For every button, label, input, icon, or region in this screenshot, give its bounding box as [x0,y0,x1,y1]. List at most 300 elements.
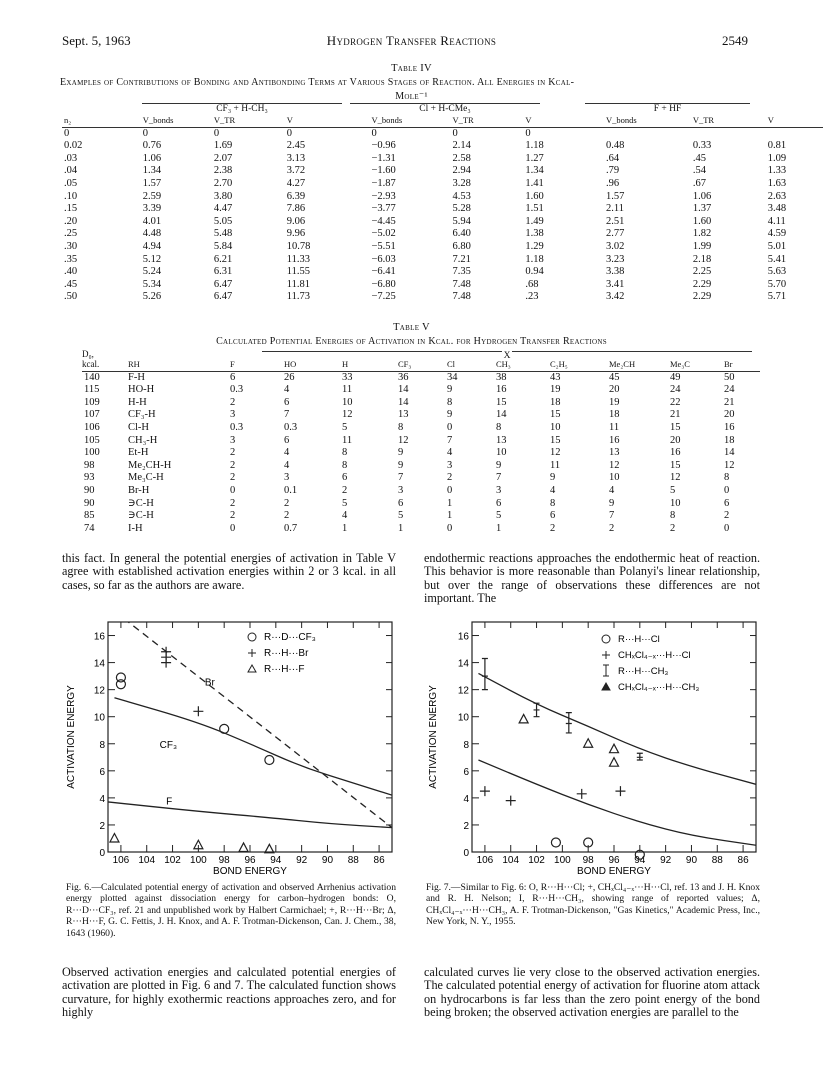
table4-cell: −6.80 [371,278,396,290]
table4-cell: 5.26 [142,291,162,303]
table4-cell: 6.39 [286,190,306,202]
table4-cell: −3.77 [371,203,396,215]
table5-cell: 0.7 [284,522,298,534]
table5-cell: F-H [128,371,145,383]
table5-cell: 45 [609,371,620,383]
y-tick-label: 10 [93,712,105,724]
table5-cell: 2 [342,484,348,496]
table4-cell: 2.29 [692,278,712,290]
table5-cell: 10 [342,396,353,408]
table5-cell: 20 [724,409,735,421]
table5-cell: 0.3 [230,384,244,396]
table5-cell: 38 [496,371,507,383]
table4-cell: −6.41 [371,266,396,278]
table5-cell: 1 [342,522,348,534]
table4-group-1: CF₃ + H-CH₃ [142,103,342,114]
table5-cell: 6 [230,371,236,383]
table4-cell: 6.31 [213,266,233,278]
data-point-plus [193,706,203,716]
table4-cell: 7.86 [286,203,306,215]
table5-cell: 5 [342,421,348,433]
table4-cell: −5.02 [371,228,396,240]
table4-label: Table IV [391,63,432,74]
table4-cell: 1.51 [525,203,544,215]
table5-cell: 3 [284,472,290,484]
table5-cell: 50 [724,371,735,383]
table5-cell: 6 [398,497,404,509]
table4-cell: 0.33 [692,140,712,152]
table5-cell: 4 [284,447,290,459]
table4-cell: 2.77 [606,228,625,240]
table5-cell: 0.3 [284,421,298,433]
table5-col-header: Me₂CH [607,358,668,371]
table5-cell: 106 [84,421,100,433]
table5-col-header [82,358,126,371]
table4-cell: 9.06 [286,215,306,227]
table5-label: Table V [393,322,430,333]
table5-cell: 9 [550,472,556,484]
table4-cell: .20 [64,215,78,227]
y-tick-label: 0 [99,848,105,859]
table4-row [62,228,823,241]
table4-cell: −5.51 [371,240,396,252]
table5-x-header: X [262,351,752,360]
table5-row [82,498,760,511]
y-tick-label: 16 [457,631,469,643]
table4-cell: 4.53 [452,190,471,202]
table4-cell: 0 [142,127,148,139]
x-tick-label: 106 [112,855,130,866]
x-tick-label: 94 [634,855,646,866]
table5-cell: 11 [342,434,353,446]
table5-cell: 8 [398,421,404,433]
table5-cell: 8 [447,396,453,408]
table4-row [62,153,823,166]
table5-cell: 5 [670,484,676,496]
y-tick-label: 4 [99,793,105,805]
table4-cell: 5.34 [142,278,162,290]
table4-row [62,178,823,191]
table5-cell: 0 [230,484,236,496]
legend-marker-triangle [602,683,610,690]
table4-cell: 7.48 [452,291,471,303]
y-tick-label: 6 [463,766,469,778]
table4-cell: .45 [692,152,706,164]
table4-cell: .45 [64,278,78,290]
table5-row [82,409,760,422]
x-tick-label: 90 [685,855,698,866]
table5-cell: 18 [609,409,620,421]
table5-cell: 6 [550,510,556,522]
table4-cell: 2.07 [213,152,233,164]
table5-cell: 8 [670,510,676,522]
table4-cell: 5.94 [452,215,471,227]
table5-col-header: Cl [445,358,494,371]
table4-cell: 1.38 [525,228,544,240]
table4-cell: .03 [64,152,78,164]
table5-cell: 9 [447,384,453,396]
table4-cell: 3.72 [286,165,306,177]
table5-col-header: Br [722,358,760,371]
table5-col-header: H [340,358,396,371]
table5-cell: ∋C-H [128,510,154,522]
table4-cell: 6.80 [452,240,471,252]
table5-cell: 2 [724,510,730,522]
table5-cell: I-H [128,522,143,534]
table4-cell: 9.96 [286,228,306,240]
table5-cell: 0 [447,421,453,433]
table4-cell: 2.29 [692,291,712,303]
table5-cell: 0 [447,484,453,496]
table4-row [62,254,823,267]
table4-cell: −1.60 [371,165,396,177]
table4-cell: .67 [692,177,706,189]
table4-cell: 1.29 [525,240,544,252]
data-point-triangle [610,744,619,753]
table5-cell: 2 [230,459,236,471]
table4-col-header: V_TR [691,114,766,127]
table5-cell: 0 [724,484,730,496]
x-tick-label: 98 [218,855,230,866]
y-tick-label: 8 [99,739,105,751]
table5-row [82,371,760,384]
data-point-plus [577,789,587,799]
table5-cell: 2 [284,510,290,522]
table5-cell: 9 [609,497,615,509]
data-point-errorbar [566,713,572,733]
table5-cell: 13 [609,447,620,459]
table5-cell: 10 [550,421,561,433]
table4-cell: 3.42 [606,291,625,303]
table5-cell: 49 [670,371,681,383]
table5-cell: 10 [670,497,681,509]
y-tick-label: 12 [457,685,469,697]
table5-cell: 2 [609,522,615,534]
table4-cell: .23 [525,291,539,303]
table5-cell: 15 [550,409,561,421]
table4-col-header: V_TR [212,114,285,127]
table5-cell: 74 [84,522,95,534]
legend-label: R···H···F [264,664,305,675]
table5-cell: 2 [230,497,236,509]
table5-cell: 15 [670,421,681,433]
table4-cell: .79 [606,165,620,177]
table5-cell: 8 [724,472,730,484]
table5-cell: 4 [447,447,453,459]
table5-cell: 11 [609,421,620,433]
x-tick-label: 88 [347,855,359,866]
table5-col-header: C₂H₅ [548,358,607,371]
table5-row [82,435,760,448]
legend-label: R···H···CH₃ [618,666,669,677]
table5-cell: 12 [550,447,561,459]
table5-cell: 8 [342,459,348,471]
table5-cell: 4 [609,484,615,496]
table4-cell: 6.47 [213,278,233,290]
table4-cell: .40 [64,266,78,278]
table5-cell: 0.3 [230,421,244,433]
x-tick-label: 98 [582,855,594,866]
table5-cell: 6 [496,497,502,509]
table4-cell: 4.48 [142,228,162,240]
figure-6 [62,618,396,880]
table4-cell: 11.81 [286,278,311,290]
table5-cell: 4 [550,484,556,496]
table5-cell: 1 [447,497,453,509]
plot-frame [108,622,392,852]
table4-cell: 3.13 [286,152,306,164]
body-text-right-bottom: calculated curves lie very close to the observed activation energies. The calculated potential energy of activation for fluorine atom attack on hydrocarbons is far less than the zero point energy of the bond being broken; the observed activation energies are parallel to the [424,965,760,1020]
table5-cell: 11 [342,384,353,396]
table5-cell: 16 [670,447,681,459]
table4-cell: 10.78 [286,240,311,252]
table4-cell: 5.41 [767,253,787,265]
table5-row [82,447,760,460]
table5-cell: 21 [670,409,681,421]
table4-cell: 2.18 [692,253,712,265]
table4-group-2: Cl + H-CMe₃ [350,103,540,114]
table4-caption: Examples of Contributions of Bonding and Antibonding Terms at Various Stages of Reaction. All Energies in Kcal- [60,77,575,88]
body-text-left-top: this fact. In general the potential energies of activation in Table V agree with established activation energies within 2 or 3 kcal. in all cases, so far as the authors are aware. [62,551,396,592]
table5-cell: 1 [496,522,502,534]
table4-row [62,127,823,140]
x-tick-label: 106 [476,855,494,866]
table5-col-header: CH₃ [494,358,548,371]
table5-cell: 3 [398,484,404,496]
x-tick-label: 104 [138,855,156,866]
table5-cell: 7 [496,472,502,484]
table4-group-3: F + HF [585,103,750,114]
y-tick-label: 10 [457,712,469,724]
table4-cell: 3.41 [606,278,625,290]
y-tick-label: 4 [463,793,469,805]
table4-cell: 0 [286,127,293,139]
table4-cell: 0 [64,127,70,139]
table4-cell: .68 [525,278,539,290]
table5-cell: 12 [724,459,735,471]
legend-marker-errorbar [603,665,609,676]
table4-cell: 6.47 [213,291,233,303]
table5-cell: Cl-H [128,421,149,433]
table5-cell: 2 [670,522,676,534]
table4-cell: .54 [692,165,706,177]
table5-cell: 8 [550,497,556,509]
table5-cell: 9 [496,459,502,471]
table5-cell: 33 [342,371,353,383]
table5-row [82,523,760,536]
table4-cell: 1.06 [142,152,162,164]
table4-cell: 5.84 [213,240,233,252]
table5-cell: 90 [84,497,95,509]
table5-col-header: RH [126,358,228,371]
x-tick-label: 86 [737,855,749,866]
table4-cell: 5.48 [213,228,233,240]
table5-cell: 2 [447,472,453,484]
table4-cell: 3.48 [767,203,787,215]
table5-cell: 4 [342,510,348,522]
x-tick-label: 104 [502,855,520,866]
table5-cell: 5 [342,497,348,509]
table4-cell: 6.21 [213,253,233,265]
table5-cell: 5 [496,510,502,522]
table5-row [82,422,760,435]
table4-cell: .25 [64,228,78,240]
data-point-circle [265,756,274,765]
table5-cell: 1 [447,510,453,522]
table4-header-row [62,114,823,127]
table5-col-header: F [228,358,282,371]
curve-line [114,618,392,828]
table4-cell: 2.51 [606,215,625,227]
table5-row [82,397,760,410]
table5-cell: 2 [550,522,556,534]
page-number: 2549 [722,33,748,48]
body-text-left-bottom: Observed activation energies and calculated potential energies of activation are plotted in Fig. 6 and 7. The calculated function shows curvature, for highly exothermic reactions approaches zero, and for highly [62,965,396,1020]
curve-line [108,802,392,828]
table5-cell: 10 [609,472,620,484]
figure-6-caption: Fig. 6.—Calculated potential energy of activation and observed Arrhenius activation energy plotted against dissociation energy for carbon–hydrogen bonds: O, R···D···CF₃, ref. 21 and unpublished work by Halbert Carmichael; +, R···H···Br; Δ, R···H···F, G. C. Fettis, J. H. Knox, and A. F. Trotman-Dickenson, Can. J. Chem., 38, 1643 (1960). [66,882,396,939]
table4-cell: 5.71 [767,291,787,303]
table4-cell: 11.73 [286,291,311,303]
table5-cell: 19 [609,396,620,408]
table5-cell: 36 [398,371,409,383]
data-point-triangle [584,739,593,748]
legend-marker-circle [602,635,610,643]
table4-cell: 1.41 [525,177,544,189]
table4-cell: 2.70 [213,177,233,189]
table4-cell: 6.40 [452,228,471,240]
table4-cell: .04 [64,165,78,177]
table4-col-header: V_bonds [604,114,691,127]
table4-cell: 2.58 [452,152,471,164]
table5-caption: Calculated Potential Energies of Activation in Kcal. for Hydrogen Transfer Reactions [216,336,607,347]
table4-cell: 1.69 [213,140,233,152]
table4-cell: 1.63 [767,177,787,189]
table5-row [82,460,760,473]
table5-cell: 20 [670,434,681,446]
table5-cell: HO-H [128,384,155,396]
table5-cell: 10 [496,447,507,459]
table4-cell: 7.35 [452,266,471,278]
table5-cell: 24 [670,384,681,396]
x-tick-label: 86 [373,855,385,866]
table4-cell: 2.59 [142,190,162,202]
x-axis-label: BOND ENERGY [577,866,651,877]
legend-label: R···H···Br [264,648,309,659]
curve-label-f: F [166,796,173,808]
data-point-triangle [239,843,248,852]
table5-cell: 4 [284,384,290,396]
table4-cell: 3.28 [452,177,471,189]
table5-cell: 2 [230,472,236,484]
table4-cell: 2.38 [213,165,233,177]
table4-row [62,165,823,178]
table5-row [82,510,760,523]
table4-col-header: V_bonds [370,114,451,127]
table5-cell: CH₃-H [128,434,158,446]
table5-cell: 14 [496,409,507,421]
data-point-triangle [110,833,119,842]
table4-cell: .50 [64,291,78,303]
table4-cell: 4.47 [213,203,233,215]
table4-cell: 2.94 [452,165,471,177]
running-title: Hydrogen Transfer Reactions [326,33,497,48]
table4-cell: 0.81 [767,140,787,152]
table5-cell: 2 [230,447,236,459]
table5-cell: 115 [84,384,100,396]
figure-7-chart [424,618,760,880]
table4-caption-cont: Mole⁻¹ [395,91,428,102]
table5-cell: 1 [398,522,404,534]
table5-cell: 34 [447,371,458,383]
table4-cell: 0.76 [142,140,162,152]
table5-col-header: Me₃C [668,358,722,371]
table4-cell: 5.01 [767,240,787,252]
x-tick-label: 102 [528,855,545,866]
y-tick-label: 14 [93,658,105,670]
legend-marker-circle [248,633,256,641]
table4-cell: 0.02 [64,140,83,152]
table5-cell: 16 [609,434,620,446]
table5-cell: CF₃-H [128,409,156,421]
table5-cell: 2 [284,497,290,509]
y-tick-label: 6 [99,766,105,778]
table5-cell: Me₃C-H [128,472,164,484]
table5-col-header: HO [282,358,340,371]
table5-cell: 18 [724,434,735,446]
table5-cell: 20 [609,384,620,396]
table4-cell: 1.57 [142,177,162,189]
table5-cell: 0 [230,522,236,534]
table5-cell: 85 [84,510,95,522]
table4-cell: 4.01 [142,215,162,227]
table4-cell: 2.11 [606,203,625,215]
table5-cell: 2 [230,510,236,522]
table4-cell: 1.49 [525,215,544,227]
x-tick-label: 94 [270,855,282,866]
figure-7 [424,618,760,880]
table4-grid [62,114,823,304]
y-tick-label: 12 [93,685,105,697]
table5-cell: 12 [342,409,353,421]
table4-cell: −2.93 [371,190,396,202]
table5-cell: 12 [670,472,681,484]
x-tick-label: 100 [190,855,207,866]
y-axis-label: ACTIVATION ENERGY [428,685,439,789]
table4-cell: 4.11 [767,215,786,227]
table5-cell: 3 [230,434,236,446]
table4-col-header: V [766,114,823,127]
table5-cell: 8 [496,421,502,433]
table4-cell: .05 [64,177,78,189]
table4-cell: 5.28 [452,203,471,215]
table4-cell: 1.82 [692,228,712,240]
table4-cell: 0.94 [525,266,544,278]
table4-cell: 0 [371,127,377,139]
table5-cell: 3 [496,484,502,496]
legend-label: R···H···Cl [618,634,660,645]
figure-6-chart [62,618,396,880]
table5-cell: 6 [284,434,290,446]
table4-cell: 3.23 [606,253,625,265]
y-tick-label: 14 [457,658,469,670]
table4-cell: 1.09 [767,152,787,164]
legend-marker-plus [602,651,610,659]
table4-cell: .64 [606,152,620,164]
table5-cell: 0 [447,522,453,534]
table4-row [62,291,823,304]
table4-cell: 1.57 [606,190,625,202]
